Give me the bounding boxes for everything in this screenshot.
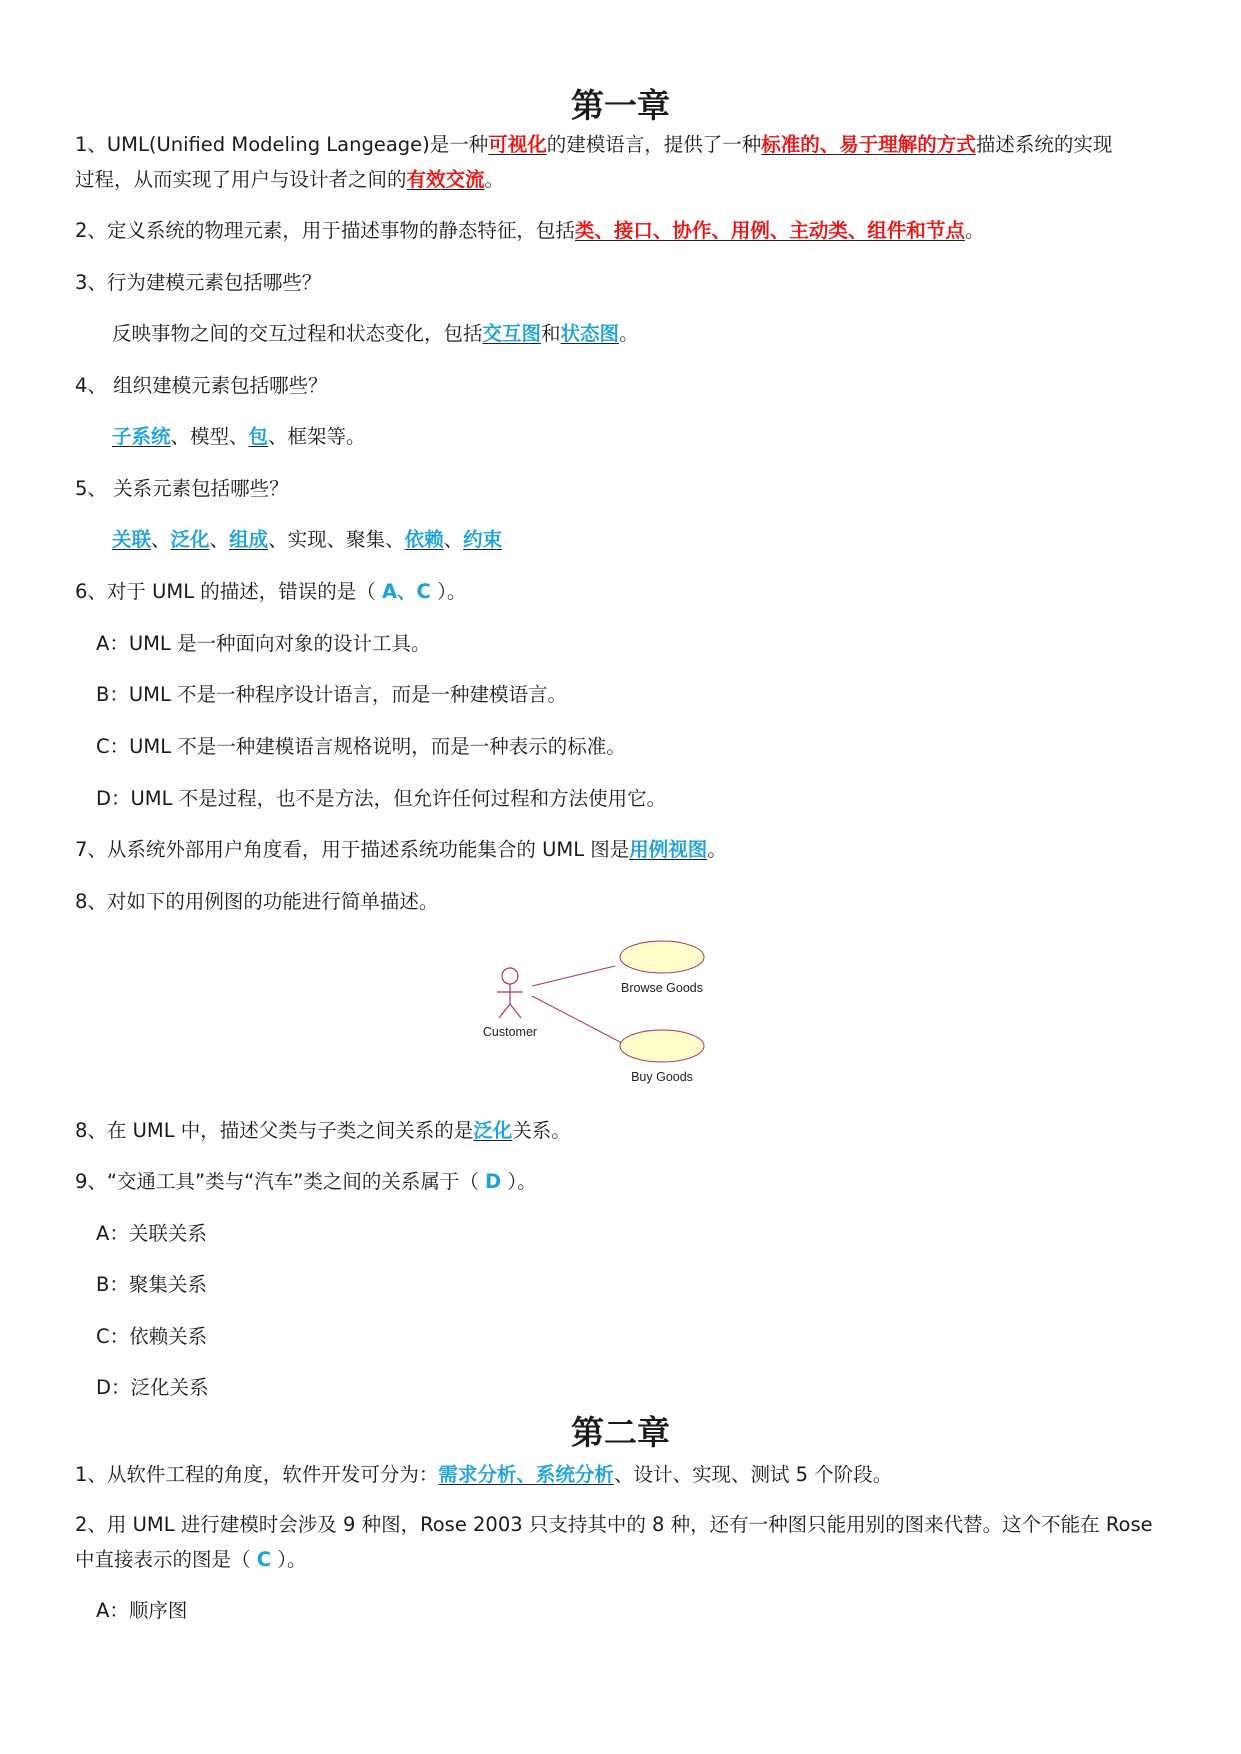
association-line: [532, 966, 615, 986]
association-line: [532, 996, 622, 1043]
question-1-7: 7、从系统外部用户角度看，用于描述系统功能集合的 UML 图是用例视图。: [75, 838, 727, 861]
answer-term: 包: [248, 425, 269, 448]
actor-figure: [497, 968, 523, 1018]
question-1-9: 9、“交通工具”类与“汽车”类之间的关系属于（ D ）。: [75, 1170, 537, 1193]
option-a: A：关联关系: [96, 1222, 207, 1245]
answer-term: 交互图: [482, 322, 542, 345]
use-case-diagram: [470, 930, 730, 1095]
answer-term: 状态图: [560, 322, 620, 345]
answer-term: 用例视图: [629, 838, 708, 861]
option-c: C：UML 不是一种建模语言规格说明，而是一种表示的标准。: [96, 735, 626, 758]
use-case-label: Browse Goods: [621, 981, 703, 995]
answer-term: 泛化: [473, 1119, 513, 1142]
answer-1-3: 反映事物之间的交互过程和状态变化，包括交互图和状态图。: [112, 322, 639, 345]
question-2-2: 2、用 UML 进行建模时会涉及 9 种图，Rose 2003 只支持其中的 8 种，还有一种图只能用别的图来代替。这个不能在 Rose 中直接表示的图是（ C ）。: [75, 1513, 1153, 1571]
use-case-ellipse: [620, 941, 704, 973]
question-1-8: 8、对如下的用例图的功能进行简单描述。: [75, 890, 439, 913]
highlight-term: 可视化: [488, 133, 547, 156]
answer-1-4: 子系统、模型、包、框架等。: [112, 425, 366, 448]
answer-term: 组成: [229, 528, 269, 551]
option-b: B：UML 不是一种程序设计语言，而是一种建模语言。: [96, 683, 568, 706]
question-1-1: 1、UML(Unified Modeling Langeage)是一种可视化的建模语言，提供了一种标准的、易于理解的方式描述系统的实现 过程，从而实现了用户与设计者之间的有效交流。: [75, 133, 1113, 191]
answer-term: 子系统: [112, 425, 171, 448]
highlight-term: 有效交流: [406, 168, 485, 191]
option-b: B：聚集关系: [96, 1273, 207, 1296]
answer-term: 约束: [463, 528, 503, 551]
answer-term: 泛化: [170, 528, 210, 551]
chapter-2-title: 第二章: [571, 1413, 670, 1452]
answer-letter: D: [485, 1170, 502, 1193]
question-1-5: 5、 关系元素包括哪些？: [75, 477, 289, 500]
option-d: D：UML 不是过程，也不是方法，但允许任何过程和方法使用它。: [96, 787, 667, 810]
question-1-8b: 8、在 UML 中，描述父类与子类之间关系的是泛化关系。: [75, 1119, 571, 1142]
question-1-3: 3、行为建模元素包括哪些？: [75, 271, 322, 294]
actor-label: Customer: [482, 1025, 538, 1039]
answer-1-5: 关联、泛化、组成、实现、聚集、依赖、约束: [112, 528, 503, 551]
question-1-4: 4、 组织建模元素包括哪些？: [75, 374, 328, 397]
use-case-ellipse: [620, 1030, 704, 1062]
option-d: D：泛化关系: [96, 1376, 209, 1399]
option-c: C：依赖关系: [96, 1325, 208, 1348]
option-a: A：UML 是一种面向对象的设计工具。: [96, 632, 431, 655]
highlight-term: 类、接口、协作、用例、主动类、组件和节点: [574, 219, 965, 242]
answer-term: 关联: [112, 528, 152, 551]
option-a: A：顺序图: [96, 1599, 188, 1622]
answer-term: 需求分析、系统分析: [438, 1463, 614, 1486]
question-1-2: 2、定义系统的物理元素，用于描述事物的静态特征，包括类、接口、协作、用例、主动类、组件和节点。: [75, 219, 985, 242]
chapter-1-title: 第一章: [571, 86, 670, 125]
use-case-label: Buy Goods: [631, 1070, 693, 1084]
answer-letter: C: [256, 1548, 272, 1571]
question-2-1: 1、从软件工程的角度，软件开发可分为：需求分析、系统分析、设计、实现、测试 5 个阶段。: [75, 1463, 893, 1486]
highlight-term: 标准的、易于理解的方式: [761, 133, 976, 156]
answer-letter: A、C: [381, 580, 431, 603]
question-1-6: 6、对于 UML 的描述，错误的是（ A、C ）。: [75, 580, 467, 603]
answer-term: 依赖: [404, 528, 444, 551]
